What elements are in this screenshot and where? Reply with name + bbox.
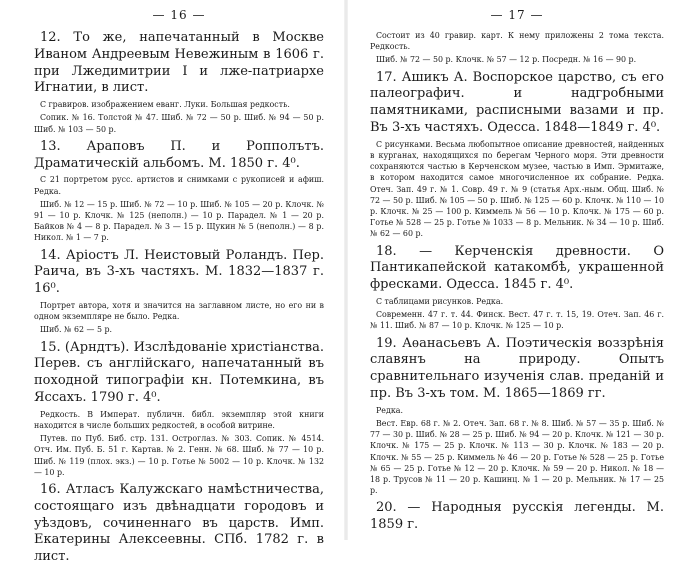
page-number: — 17 — xyxy=(490,8,544,22)
entry-references: Современн. 47 г. т. 44. Финск. Вест. 47 г. т. 15, 19. Отеч. Зап. 46 г. № 11. Шиб. № 87 — 10 р. Клочк. № 125 — 10 р. xyxy=(370,310,664,331)
entry-title: 13. Араповъ П. и Ропполътъ. Драматическій альбомъ. М. 1850 г. 4⁰. xyxy=(34,138,324,171)
catalog-entry-19 xyxy=(370,336,664,497)
entry-references: Путев. по Пуб. Биб. стр. 131. Остроглаз. № 303. Сопик. № 4514. Отч. Им. Пуб. Б. 51 г. Картав. № 2. Генн. № 68. Шиб. № 77 — 10 р. Шиб. № 119 (плох. экз.) — 10 р. Готье № 5002 — 10 р. Клочк. № 132 — 10 р. xyxy=(34,434,324,477)
entry-note: С таблицами рисунков. Редка. xyxy=(376,297,504,307)
entry-title: 15. (Арндтъ). Изслѣдованіе христіанства. Перев. съ англійскаго, напечатанный въ походной типографіи кн. Потемкина, въ Яссахъ. 1790 г. 4⁰. xyxy=(34,339,324,405)
entry-title: 17. Ашикъ А. Воспорское царство, съ его палеографич. и надгробными памятниками, расписными вазами и пр. Въ 3-хъ частяхъ. Одесса. 1848—1849 г. 4⁰. xyxy=(370,69,664,135)
entry-references: Вест. Евр. 68 г. № 2. Отеч. Зап. 68 г. № 8. Шиб. № 57 — 35 р. Шиб. № 77 — 30 р. Шиб. № 28 — 25 р. Шиб. № 94 — 20 р. Клочк. № 121 — 30 р. Клочк. № 175 — 25 р. Клочк. № 113 — 30 р. Клочк. № 183 — 20 р. Клочк. № 55 — 25 р. Киммель № 46 — 20 р. Готье № 528 — 25 р. Готье № 65 — 25 р. Готье № 12 — 20 р. Клочк. № 59 — 20 р. Никол. № 18 — 18 р. Трусов № 11 — 20 р. Кашинц. № 1 — 20 р. Мельник. № 17 — 25 р. xyxy=(370,419,664,496)
entry-title: 20. — Народныя русскія легенды. М. 1859 г. xyxy=(370,500,664,533)
entry-references: Сопик. № 16. Толстой № 47. Шиб. № 72 — 50 р. Шиб. № 94 — 50 р. Шиб. № 103 — 50 р. xyxy=(34,113,324,134)
catalog-entry-15 xyxy=(34,340,324,478)
page-number: — 16 — xyxy=(152,8,206,22)
catalog-entry-13 xyxy=(34,139,324,244)
entry-note: С гравиров. изображением еванг. Луки. Большая редкость. xyxy=(40,100,290,110)
entry-note: Портрет автора, хотя и значится на заглавном листе, но его ни в одном экземпляре не было. Редка. xyxy=(34,301,324,322)
entry-title: 12. То же, напечатанный в Москве Иваном Андреевым Невежиным в 1606 г. при Лжедимитрии I и лже-патриархе Игнатии, в лист. xyxy=(34,30,324,96)
catalog-entry-16-continued xyxy=(370,30,664,66)
catalog-entry-14 xyxy=(34,248,324,336)
entry-references: Шиб. № 12 — 15 р. Шиб. № 72 — 10 р. Шиб. № 105 — 20 р. Клочк. № 91 — 10 р. Клочк. № 125 (неполн.) — 10 р. Парадел. № 1 — 20 р. Байков № 4 — 8 р. Парадел. № 3 — 15 р. Щукин № 5 (неполн.) — 8 р. Никол. № 1 — 7 р. xyxy=(34,199,324,243)
entry-title: 14. Аріостъ Л. Неистовый Роландъ. Пер. Раича, въ 3-хъ частяхъ. М. 1832—1837 г. 16⁰. xyxy=(34,247,324,297)
entry-note: Состоит из 40 гравир. карт. К нему приложены 2 тома текста. Редкость. xyxy=(370,31,664,52)
entry-note: Редка. xyxy=(376,405,403,415)
entry-title: 16. Атласъ Калужскаго намѣстничества, состоящаго изъ двѣнадцати городовъ и уѣздовъ, сочиненнаго въ царств. Имп. Екатерины Алексеевны. СПб. 1782 г. в лист. xyxy=(34,482,324,565)
entry-title: 18. — Керченскія древности. О Пантикапейской катакомбѣ, украшенной фресками. Одесса. 1845 г. 4⁰. xyxy=(370,243,664,293)
entry-title: 19. Аѳанасьевъ А. Поэтическія воззрѣнія славянъ на природу. Опытъ сравнительнаго изученія слав. преданій и пр. Въ 3-хъ том. М. 1865—1869 гг. xyxy=(370,335,664,402)
catalog-entry-18 xyxy=(370,244,664,332)
catalog-entry-12 xyxy=(34,30,324,135)
catalog-entry-17 xyxy=(370,70,664,240)
left-page xyxy=(0,0,346,565)
entry-note: С 21 портретом русс. артистов и снимками с рукописей и афиш. Редка. xyxy=(34,175,324,196)
entry-references: Шиб. № 72 — 50 р. Клочк. № 57 — 12 р. Посредн. № 16 — 90 р. xyxy=(376,55,637,65)
entry-references: Шиб. № 62 — 5 р. xyxy=(40,325,113,335)
right-page xyxy=(346,0,692,540)
entry-note: С рисунками. Весьма любопытное описание древностей, найденных в курганах, находящихся по берегам Черного моря. Эти древности сохраняются частью в Керченском музее, частью в Имп. Эрмитаже, в котором находится самое многочисленное их собрание. Редка. Отеч. Зап. 49 г. № 1. Совр. 49 г. № 9 (статья Арх.-ным. Общ. Шиб. № 72 — 50 р. Шиб. № 105 — 50 р. Шиб. № 125 — 60 р. Клочк. № 110 — 10 р. Клочк. № 25 — 100 р. Киммель № 56 — 10 р. Клочк. № 175 — 60 р. Готье № 528 — 25 р. Готье № 1033 — 8 р. Мельник. № 34 — 10 р. Шиб. № 62 — 60 р. xyxy=(370,139,664,239)
catalog-entry-16 xyxy=(34,482,324,566)
entry-note: Редкость. В Императ. публичн. библ. экземпляр этой книги находится в числе больших редкостей, в особой витрине. xyxy=(34,409,324,430)
catalog-entry-20 xyxy=(370,500,664,534)
